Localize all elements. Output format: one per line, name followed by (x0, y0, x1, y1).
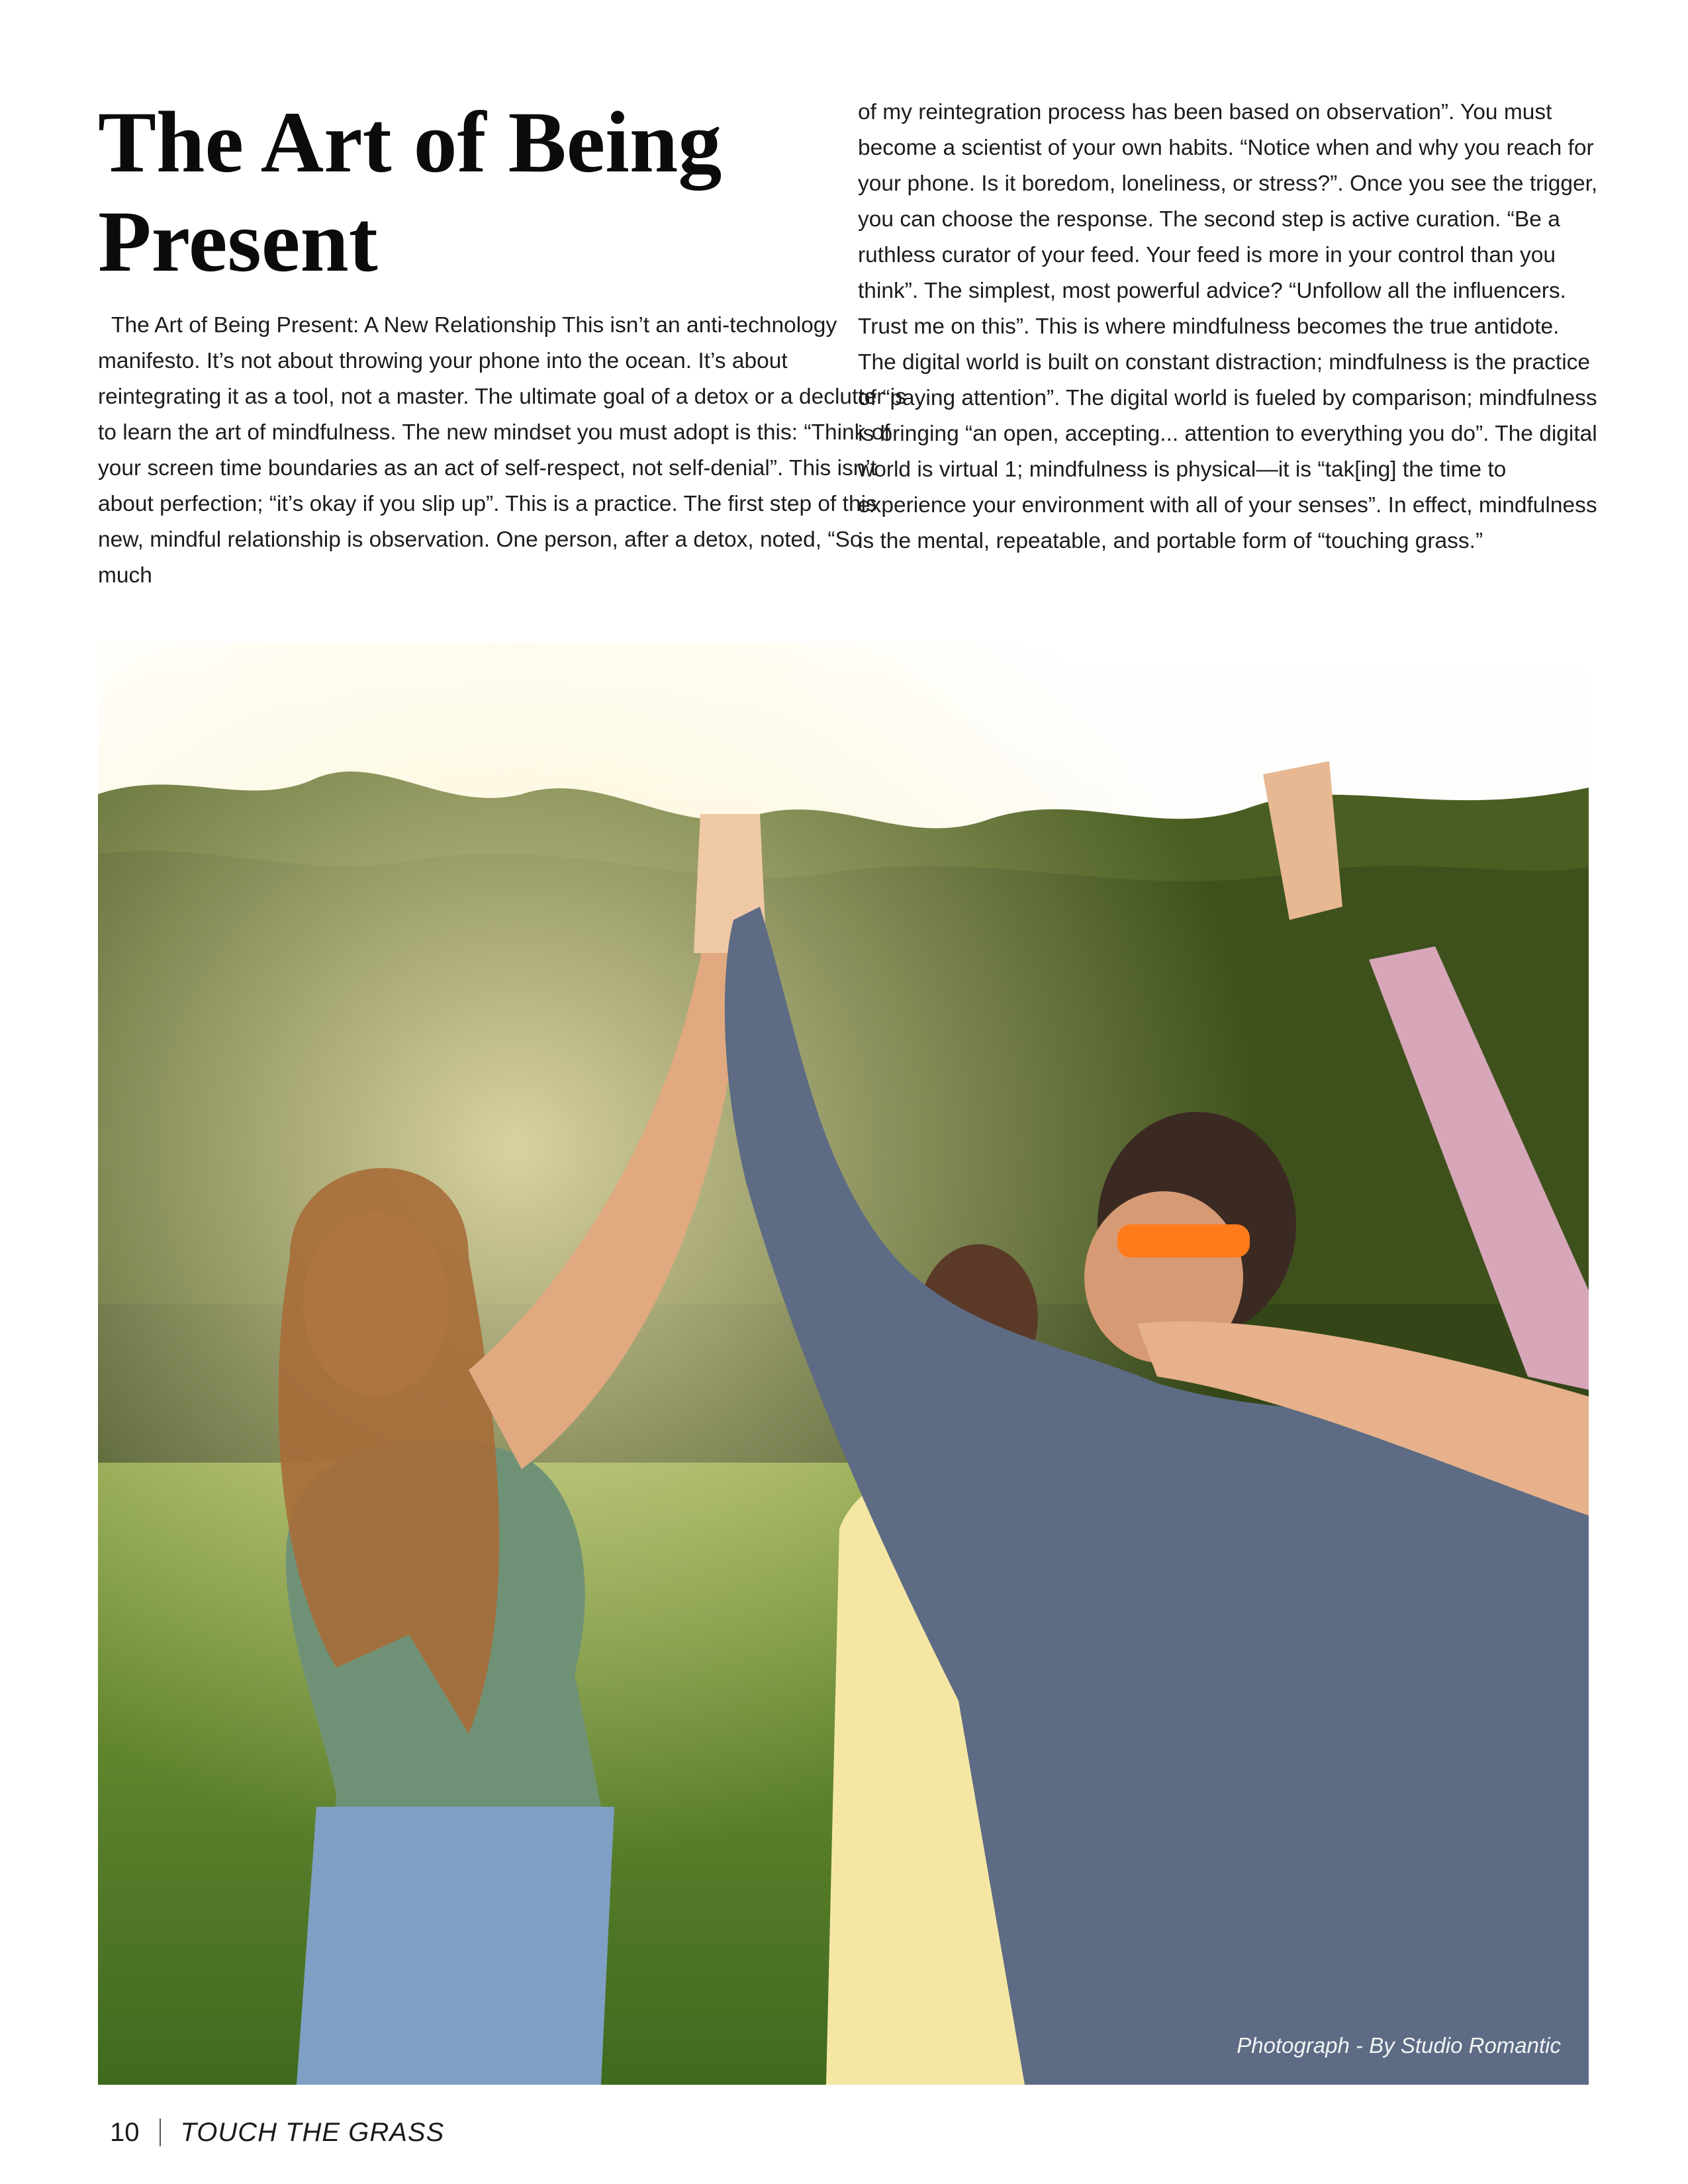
photo-caption: Photograph - By Studio Romantic (1237, 2033, 1561, 2058)
body-text-right-column: of my reintegration process has been based on observation”. You must become a scientist of your own habits. “Notice when and why you reach for your phone. Is it boredom, loneliness, or stress?”. Once you see the trigger, you can choose the response. The second step is active curation. “Be a ruthless curator of your feed. Your feed is more in your control than you think”. The simplest, most powerful advice? “Unfollow all the influencers. Trust me on this”. This is where mindfulness becomes the true antidote. The digital world is built on constant distraction; mindfulness is the practice of “paying attention”. The digital world is fueled by comparison; mindfulness is bringing “an open, accepting... attention to everything you do”. The digital world is virtual 1; mindfulness is physical—it is “tak[ing] the time to experience your environment with all of your senses”. In effect, mindfulness is the mental, repeatable, and portable form of “touching grass.” (858, 100, 1598, 553)
body-text-left-column: The Art of Being Present: A New Relationship This isn’t an anti-technology manifesto. It’s not about throwing your phone into the ocean. It’s about reintegrating it as a tool, not a master. The ultimate goal of a detox or a declutter is to learn the art of mindfulness. The new mindset you must adopt is this: “Think of your screen time boundaries as an act of self-respect, not self-denial”. This isn’t about perfection; “it’s okay if you slip up”. This is a practice. The first step of this new, mindful relationship is observation. One person, after a detox, noted, “So much (98, 313, 906, 588)
page-number: 10 (110, 2117, 140, 2147)
footer-divider (160, 2118, 161, 2146)
article-title: The Art of Being Present (98, 93, 722, 290)
magazine-name: TOUCH THE GRASS (180, 2117, 445, 2147)
page-footer (110, 2113, 444, 2152)
photo-illustration (98, 642, 1589, 2085)
feature-photograph (98, 642, 1589, 2085)
